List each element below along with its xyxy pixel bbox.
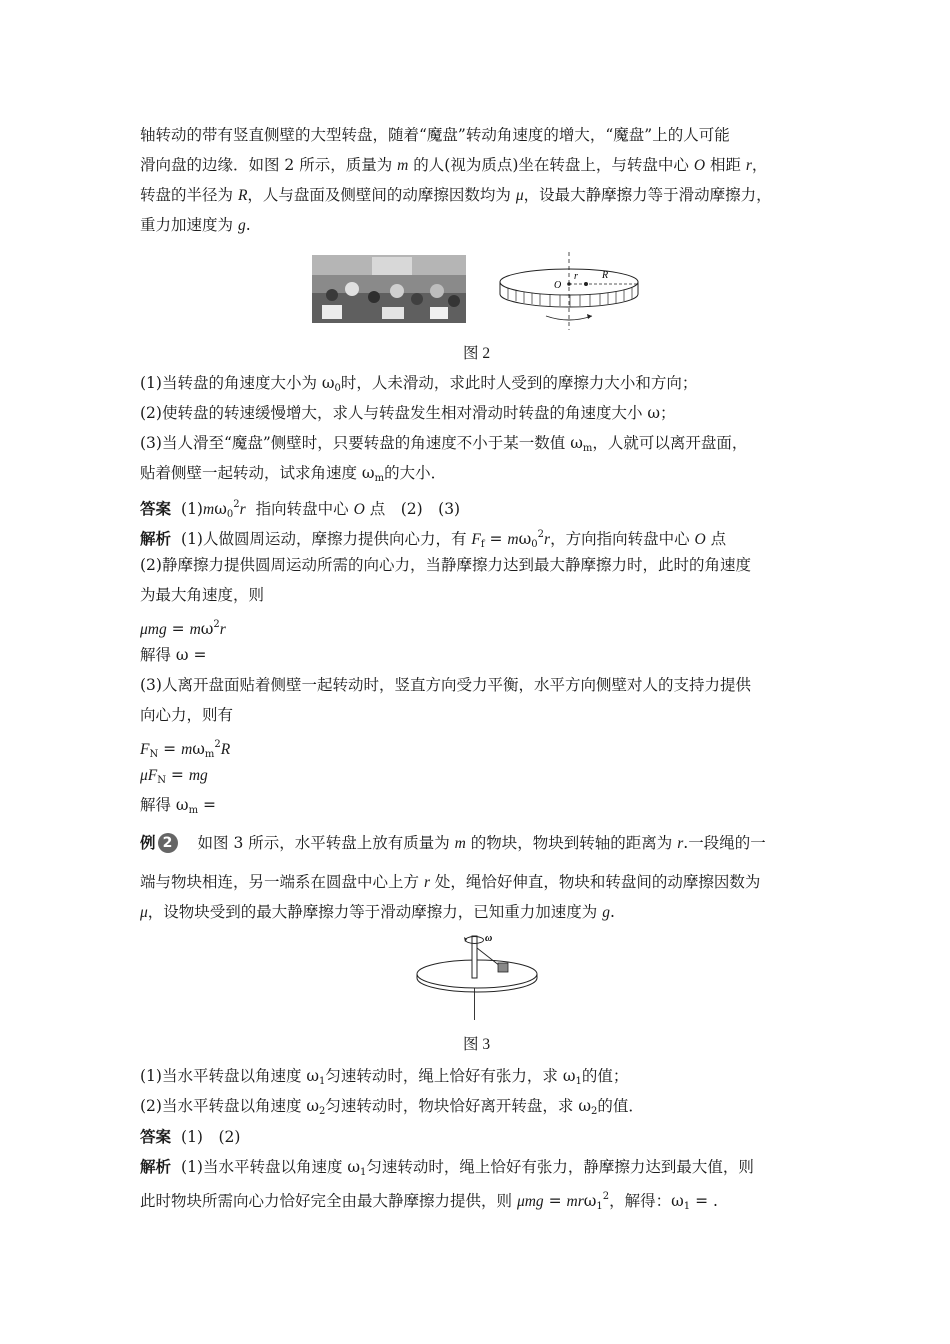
var: ω	[518, 530, 532, 548]
var: ω	[214, 500, 227, 518]
var: μmg	[516, 1193, 544, 1210]
superscript: 2	[214, 739, 221, 750]
text: 此时物块所需向心力恰好完全由最大静摩擦力提供，则	[140, 1192, 517, 1210]
var: r	[677, 835, 684, 852]
text: ，人就可以离开盘面，	[592, 434, 748, 452]
var: μ	[140, 904, 148, 921]
subscript: 1	[360, 1167, 367, 1178]
text: 指向转盘中心	[255, 500, 354, 518]
text: (2)静摩擦力提供圆周运动所需的向心力，当静摩擦力达到最大静摩擦力时，此时的角速度	[140, 556, 751, 574]
var: ω	[583, 1192, 597, 1210]
var: O	[694, 531, 706, 548]
text: 匀速转动时，绳上恰好有张力，静摩擦力达到最大值，则	[366, 1158, 754, 1176]
analysis-1-line-6	[140, 674, 751, 696]
text: =	[484, 530, 508, 548]
answer-2	[140, 1126, 240, 1148]
text: 匀速转动时，物块恰好离开转盘，求 ω	[325, 1097, 591, 1115]
var: m	[202, 501, 215, 518]
figure-2-caption: 图 2	[463, 345, 491, 362]
label-r: r	[574, 271, 578, 282]
subscript: 1	[596, 1201, 603, 1212]
var: mr	[566, 1193, 584, 1210]
example-label: 例	[140, 833, 156, 852]
text: ，方向指向转盘中心	[550, 530, 695, 548]
analysis-1-line-7	[140, 704, 233, 726]
text: =	[158, 740, 182, 758]
subscript: 0	[334, 383, 341, 394]
var-m: m	[397, 157, 409, 174]
text: 重力加速度为	[140, 216, 238, 234]
subscript: N	[149, 749, 159, 760]
text: 处，绳恰好伸直，物块和转盘间的动摩擦因数为	[429, 873, 761, 891]
text: 相距	[705, 156, 746, 174]
subscript: 1	[683, 1201, 691, 1212]
var: r	[423, 874, 430, 891]
analysis-1-line-8	[140, 734, 230, 766]
text: (1)人做圆周运动，摩擦力提供向心力，有	[181, 530, 472, 548]
var-g: g	[237, 217, 246, 234]
analysis-2-line-2	[140, 1186, 718, 1218]
var: r	[544, 531, 551, 548]
text: 时，人未滑动，求此时人受到的摩擦力大小和方向；	[340, 374, 698, 392]
var: ω	[200, 620, 214, 638]
example-2-line-3	[140, 901, 615, 924]
var: ω	[192, 740, 205, 758]
var: F	[140, 741, 150, 758]
question-2	[140, 402, 676, 424]
var: m	[189, 621, 201, 638]
magic-disc-photo	[312, 255, 466, 323]
figure-2-diagram	[494, 250, 644, 332]
example-2-line-2	[140, 871, 760, 894]
text: 向心力，则有	[140, 706, 234, 724]
text: (3)人离开盘面贴着侧壁一起转动时，竖直方向受力平衡，水平方向侧壁对人的支持力提供	[140, 676, 751, 694]
subscript: N	[157, 775, 166, 786]
answer-1	[140, 494, 460, 526]
text: 解得 ω =	[140, 646, 207, 664]
var: r	[239, 501, 246, 518]
text: 为最大角速度，则	[140, 586, 265, 604]
var: μF	[140, 767, 158, 784]
subscript: 0	[531, 539, 538, 550]
superscript: 2	[537, 529, 545, 540]
text: ，解得：ω	[609, 1192, 684, 1210]
text: 的人(视为质点)坐在转盘上，与转盘中心	[408, 156, 694, 174]
analysis-1-line-2	[140, 554, 751, 576]
figure-3-caption: 图 3	[463, 1036, 491, 1053]
text: (1)当水平转盘以角速度 ω	[140, 1067, 320, 1085]
text: (1)	[181, 500, 203, 518]
text: =	[543, 1192, 567, 1210]
example-2-line-1	[140, 832, 766, 855]
superscript: 2	[233, 499, 240, 510]
text: (3)当人滑至“魔盘”侧壁时，只要转盘的角速度不小于某一数值 ω	[140, 434, 583, 452]
subscript: f	[480, 539, 485, 550]
text: = .	[690, 1192, 718, 1210]
text: (1)当转盘的角速度大小为 ω	[140, 374, 335, 392]
var-r: r	[745, 157, 752, 174]
text: ，设最大静摩擦力等于滑动摩擦力，	[523, 186, 772, 204]
subscript: m	[374, 473, 385, 484]
var: m	[181, 741, 193, 758]
question-3-cont	[140, 462, 446, 490]
text: ，人与盘面及侧壁间的动摩擦因数均为	[247, 186, 516, 204]
text: 的值；	[581, 1067, 629, 1085]
var: R	[220, 741, 231, 758]
intro-line-3	[140, 184, 772, 207]
analysis-1-line-4	[140, 614, 226, 641]
subscript: 0	[226, 509, 234, 520]
text: (1)当水平转盘以角速度 ω	[181, 1158, 361, 1176]
analysis-1-line-3	[140, 584, 264, 606]
var-R: R	[237, 187, 248, 204]
analysis-2-line-1	[140, 1156, 754, 1184]
example-2-question-1	[140, 1065, 628, 1093]
text: 端与物块相连，另一端系在圆盘中心上方	[140, 873, 424, 891]
var: r	[219, 621, 226, 638]
var: μmg	[140, 621, 167, 638]
analysis-label: 解析	[140, 529, 172, 548]
text: 点	[705, 530, 727, 548]
var-mu: μ	[515, 187, 524, 204]
example-2-question-2	[140, 1095, 644, 1123]
question-3	[140, 432, 747, 460]
figure-3-diagram	[412, 928, 542, 1022]
text: =	[166, 620, 190, 638]
text: 的值．	[597, 1097, 644, 1115]
analysis-1-line-1	[140, 524, 726, 556]
analysis-1-line-9	[140, 764, 208, 792]
label-R: R	[602, 270, 609, 281]
var: m	[507, 531, 519, 548]
text: .一段绳的一	[683, 834, 766, 852]
text: 轴转动的带有竖直侧壁的大型转盘，随着“魔盘”转动角速度的增大，“魔盘”上的人可能	[140, 126, 730, 144]
superscript: 2	[602, 1191, 610, 1202]
text: 滑向盘的边缘．如图 2 所示，质量为	[140, 156, 398, 174]
var: F	[471, 531, 481, 548]
text: =	[198, 796, 216, 814]
example-number-badge: 2	[158, 833, 178, 853]
subscript: 1	[319, 1076, 326, 1087]
subscript: 2	[590, 1106, 598, 1117]
label-O: O	[554, 280, 562, 291]
text: 转盘的半径为	[140, 186, 238, 204]
answer-label: 答案	[140, 1127, 172, 1146]
var: mg	[188, 767, 208, 784]
subscript: 2	[319, 1106, 326, 1117]
text: 匀速转动时，绳上恰好有张力，求 ω	[325, 1067, 576, 1085]
text: 的大小．	[384, 464, 447, 482]
text: 贴着侧壁一起转动，试求角速度 ω	[140, 464, 375, 482]
question-1	[140, 372, 697, 400]
text: .	[245, 216, 251, 234]
text: ，	[751, 156, 768, 174]
text: (2)当水平转盘以角速度 ω	[140, 1097, 320, 1115]
superscript: 2	[213, 619, 220, 630]
subscript: m	[188, 805, 199, 816]
text: 点 (2) (3)	[364, 500, 461, 518]
analysis-1-line-5	[140, 644, 206, 666]
intro-line-2	[140, 154, 767, 177]
analysis-1-line-10	[140, 794, 216, 822]
intro-line-1	[140, 124, 730, 146]
var: m	[454, 835, 466, 852]
subscript: m	[582, 443, 593, 454]
subscript: 1	[575, 1076, 582, 1087]
label-omega: ω	[485, 933, 493, 944]
answer-label: 答案	[140, 499, 172, 518]
text: 如图 3 所示，水平转盘上放有质量为	[197, 834, 455, 852]
var: O	[353, 501, 365, 518]
text: 的物块，物块到转轴的距离为	[465, 834, 678, 852]
var: g	[602, 904, 610, 921]
var-O: O	[693, 157, 706, 174]
subscript: m	[204, 749, 215, 760]
text: ，设物块受到的最大静摩擦力等于滑动摩擦力，已知重力加速度为	[147, 903, 603, 921]
text: (2)使转盘的转速缓慢增大，求人与转盘发生相对滑动时转盘的角速度大小 ω；	[140, 404, 676, 422]
text: 解得 ω	[140, 796, 189, 814]
analysis-label: 解析	[140, 1157, 172, 1176]
text: =	[166, 766, 189, 784]
text: (1) (2)	[181, 1128, 241, 1146]
text: .	[609, 903, 615, 921]
intro-line-4	[140, 214, 251, 237]
